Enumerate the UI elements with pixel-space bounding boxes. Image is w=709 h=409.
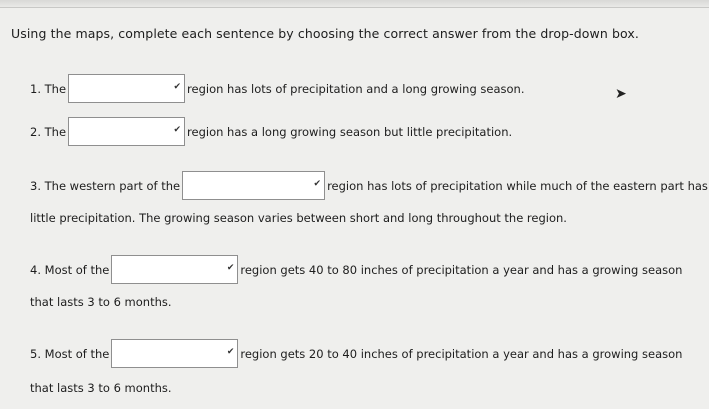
- answer-dropdown-2[interactable]: [68, 117, 185, 146]
- question-text-after: region gets 20 to 40 inches of precipitation a year and has a growing season: [240, 346, 683, 361]
- question-text-before: Most of the: [44, 346, 110, 361]
- chevron-down-icon: ✔: [173, 125, 182, 135]
- question-text-after: region has a long growing season but little precipitation.: [187, 124, 513, 139]
- question-number: 2.: [30, 124, 41, 139]
- top-border: [0, 0, 709, 8]
- question-2: [30, 117, 512, 146]
- question-text-before: The: [44, 81, 67, 96]
- question-text-before: The western part of the: [44, 178, 181, 193]
- question-4: [30, 255, 682, 284]
- question-5-continuation: that lasts 3 to 6 months.: [30, 381, 172, 395]
- question-number: 4.: [30, 262, 41, 277]
- chevron-down-icon: ✔: [173, 82, 182, 92]
- chevron-down-icon: ✔: [226, 263, 235, 273]
- answer-dropdown-5[interactable]: [111, 339, 238, 368]
- question-5: [30, 339, 682, 368]
- question-text-after: region has lots of precipitation while much of the eastern part has: [327, 178, 708, 193]
- chevron-down-icon: ✔: [313, 179, 322, 189]
- question-1: [30, 74, 524, 103]
- question-number: 5.: [30, 346, 41, 361]
- instructions-text: Using the maps, complete each sentence by choosing the correct answer from the drop-down box.: [11, 26, 639, 41]
- question-text-after: region has lots of precipitation and a long growing season.: [187, 81, 525, 96]
- question-text-before: Most of the: [44, 262, 110, 277]
- answer-dropdown-4[interactable]: [111, 255, 238, 284]
- question-text-after: region gets 40 to 80 inches of precipitation a year and has a growing season: [240, 262, 683, 277]
- mouse-cursor-icon: ➤: [615, 86, 627, 102]
- chevron-down-icon: ✔: [226, 347, 235, 357]
- answer-dropdown-3[interactable]: [182, 171, 325, 200]
- question-4-continuation: that lasts 3 to 6 months.: [30, 295, 172, 309]
- question-text-before: The: [44, 124, 67, 139]
- question-3: [30, 171, 708, 200]
- question-number: 3.: [30, 178, 41, 193]
- answer-dropdown-1[interactable]: [68, 74, 185, 103]
- question-number: 1.: [30, 81, 41, 96]
- question-3-continuation: little precipitation. The growing season varies between short and long throughout the region.: [30, 211, 567, 225]
